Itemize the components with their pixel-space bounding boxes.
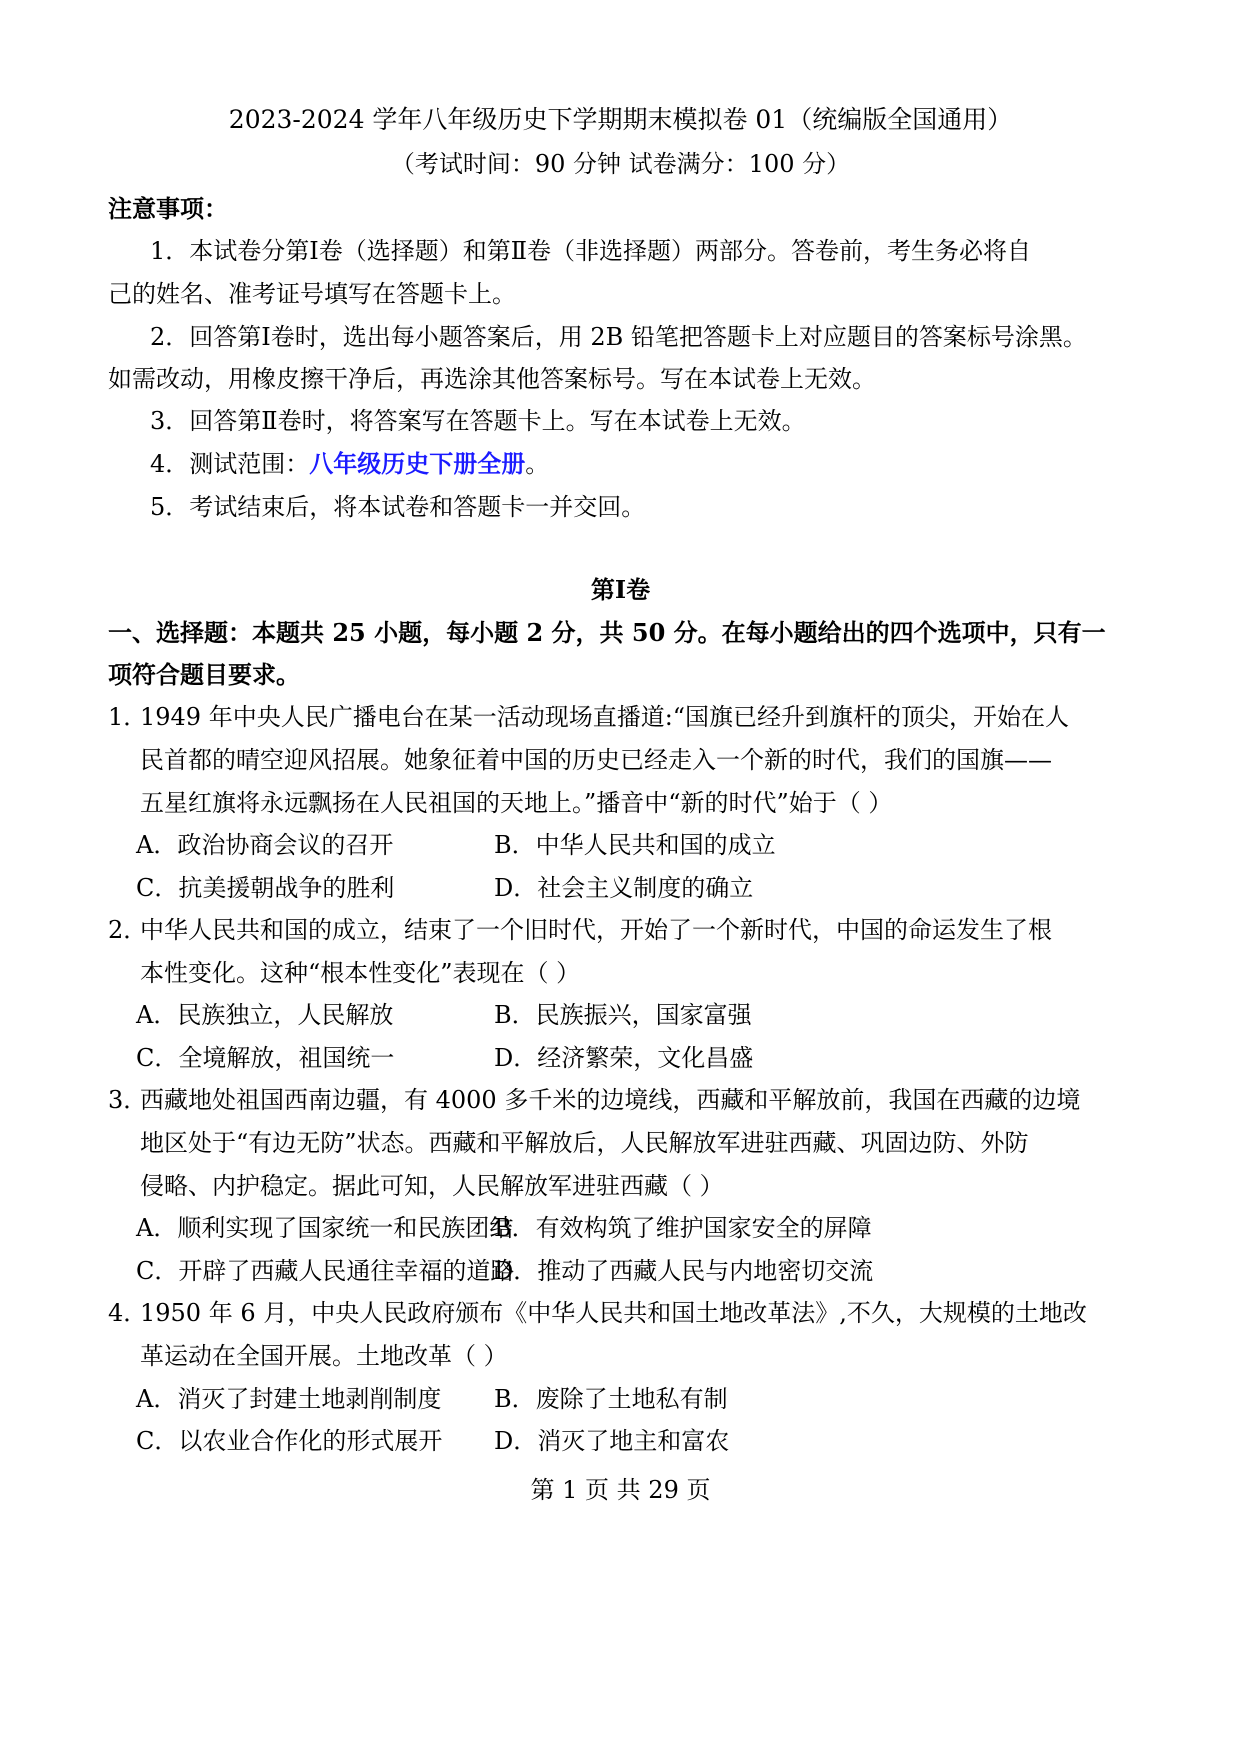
q4-option-b[interactable]: B．废除了土地私有制 [494,1385,728,1413]
question-number: 3． [108,1086,148,1114]
question-2 [108,914,1052,946]
test-scope-highlight: 八年级历史下册全册 [309,449,526,478]
q4-option-d[interactable]: D．消灭了地主和富农 [494,1427,730,1455]
note-4-prefix: 4．测试范围： [150,450,310,478]
question-1-line-3: 五星红旗将永远飘扬在人民祖国的天地上。”播音中“新的时代”始于（ ） [140,789,893,817]
exam-title: 2023-2024 学年八年级历史下学期期末模拟卷 01（统编版全国通用） [228,105,1013,134]
q3-option-b[interactable]: B．有效构筑了维护国家安全的屏障 [494,1214,872,1242]
note-4-suffix: 。 [525,450,550,478]
q2-option-b[interactable]: B．民族振兴，国家富强 [494,1001,752,1029]
q3-option-a[interactable]: A．顺利实现了国家统一和民族团结 [136,1214,514,1242]
q3-option-d[interactable]: D．推动了西藏人民与内地密切交流 [494,1257,874,1285]
q1-option-c[interactable]: C．抗美援朝战争的胜利 [136,874,395,902]
question-number: 4． [108,1299,148,1327]
page-number-footer: 第 1 页 共 29 页 [530,1476,711,1504]
question-2-line-2: 本性变化。这种“根本性变化”表现在（ ） [140,959,581,987]
note-3: 3．回答第Ⅱ卷时，将答案写在答题卡上。写在本试卷上无效。 [150,407,806,435]
q2-option-c[interactable]: C．全境解放，祖国统一 [136,1044,395,1072]
question-3-line-2: 地区处于“有边无防”状态。西藏和平解放后，人民解放军进驻西藏、巩固边防、外防 [140,1129,1029,1157]
section-instruction-line-2: 项符合题目要求。 [108,660,300,689]
question-1-line-2: 民首都的晴空迎风招展。她象征着中国的历史已经走入一个新的时代，我们的国旗—— [140,746,1052,774]
note-5: 5．考试结束后，将本试卷和答题卡一并交回。 [150,493,646,521]
exam-subtitle: （考试时间：90 分钟 试卷满分：100 分） [390,150,851,178]
question-3-line-3: 侵略、内护稳定。据此可知，人民解放军进驻西藏（ ） [140,1172,724,1200]
question-3 [108,1084,1080,1116]
question-1 [108,701,1069,733]
note-2-line-1: 2．回答第Ⅰ卷时，选出每小题答案后，用 2B 铅笔把答题卡上对应题目的答案标号涂黑。 [150,323,1087,351]
q2-option-d[interactable]: D．经济繁荣，文化昌盛 [494,1044,754,1072]
question-3-line-1: 西藏地处祖国西南边疆，有 4000 多千米的边境线，西藏和平解放前，我国在西藏的边境 [140,1086,1081,1114]
note-4 [150,448,549,480]
question-4-line-2: 革运动在全国开展。土地改革（ ） [140,1342,508,1370]
question-4-line-1: 1950 年 6 月，中央人民政府颁布《中华人民共和国土地改革法》,不久，大规模的土地改 [140,1299,1087,1327]
q1-option-b[interactable]: B．中华人民共和国的成立 [494,831,776,859]
question-number: 2． [108,916,148,944]
q1-option-a[interactable]: A．政治协商会议的召开 [136,831,394,859]
question-1-line-1: 1949 年中央人民广播电台在某一活动现场直播道:“国旗已经升到旗杆的顶尖，开始在人 [140,703,1070,731]
note-1-line-1: 1．本试卷分第Ⅰ卷（选择题）和第Ⅱ卷（非选择题）两部分。答卷前，考生务必将自 [150,237,1032,265]
note-1-line-2: 己的姓名、准考证号填写在答题卡上。 [108,280,516,308]
question-4 [108,1297,1087,1329]
question-number: 1． [108,703,148,731]
question-2-line-1: 中华人民共和国的成立，结束了一个旧时代，开始了一个新时代，中国的命运发生了根 [140,916,1052,944]
section-instruction-line-1: 一、选择题：本题共 25 小题，每小题 2 分，共 50 分。在每小题给出的四个选项中，只有一 [108,618,1106,647]
notes-heading: 注意事项： [108,194,228,223]
q4-option-a[interactable]: A．消灭了封建土地剥削制度 [136,1385,442,1413]
volume-title: 第Ⅰ卷 [590,575,651,604]
q4-option-c[interactable]: C．以农业合作化的形式展开 [136,1427,443,1455]
q2-option-a[interactable]: A．民族独立，人民解放 [136,1001,394,1029]
q1-option-d[interactable]: D．社会主义制度的确立 [494,874,754,902]
note-2-line-2: 如需改动，用橡皮擦干净后，再选涂其他答案标号。写在本试卷上无效。 [108,365,876,393]
q3-option-c[interactable]: C．开辟了西藏人民通往幸福的道路 [136,1257,515,1285]
